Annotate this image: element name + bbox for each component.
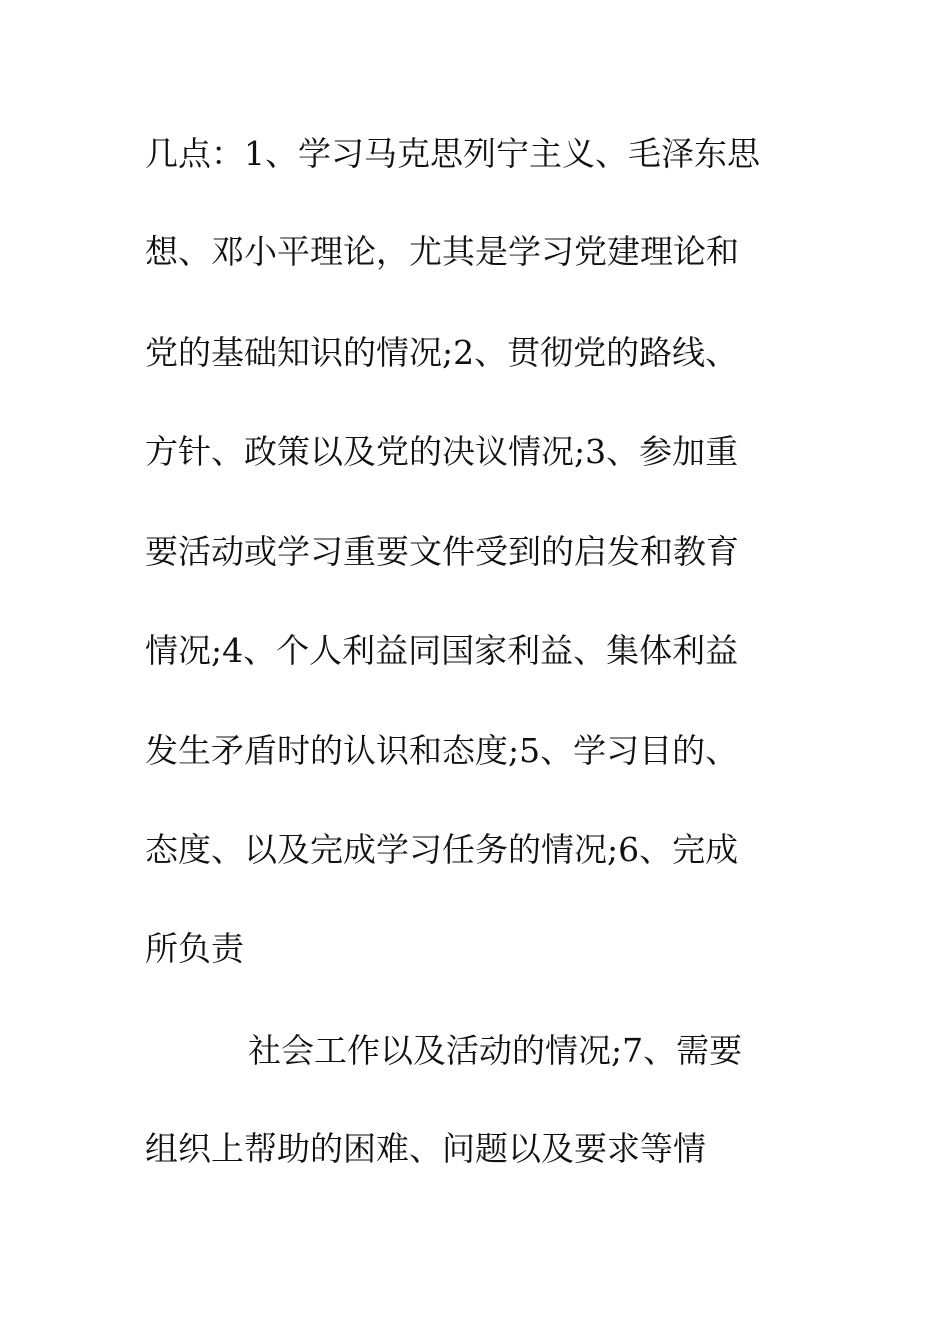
text-line: 几点：1、学习马克思列宁主义、毛泽东思: [145, 134, 760, 173]
text-line: 组织上帮助的困难、问题以及要求等情: [145, 1129, 706, 1168]
text-line: 态度、以及完成学习任务的情况;6、完成: [145, 830, 739, 869]
text-line: 发生矛盾时的认识和态度;5、学习目的、: [145, 731, 739, 770]
text-line: 要活动或学习重要文件受到的启发和教育: [145, 532, 739, 571]
text-line: 想、邓小平理论，尤其是学习党建理论和: [145, 232, 739, 271]
text-line: 方针、政策以及党的决议情况;3、参加重: [145, 432, 739, 471]
paragraph-first-line: 社会工作以及活动的情况;7、需要: [248, 1031, 743, 1070]
text-line: 党的基础知识的情况;2、贯彻党的路线、: [145, 333, 739, 372]
text-line: 情况;4、个人利益同国家利益、集体利益: [145, 631, 739, 670]
text-line: 所负责: [145, 929, 244, 968]
